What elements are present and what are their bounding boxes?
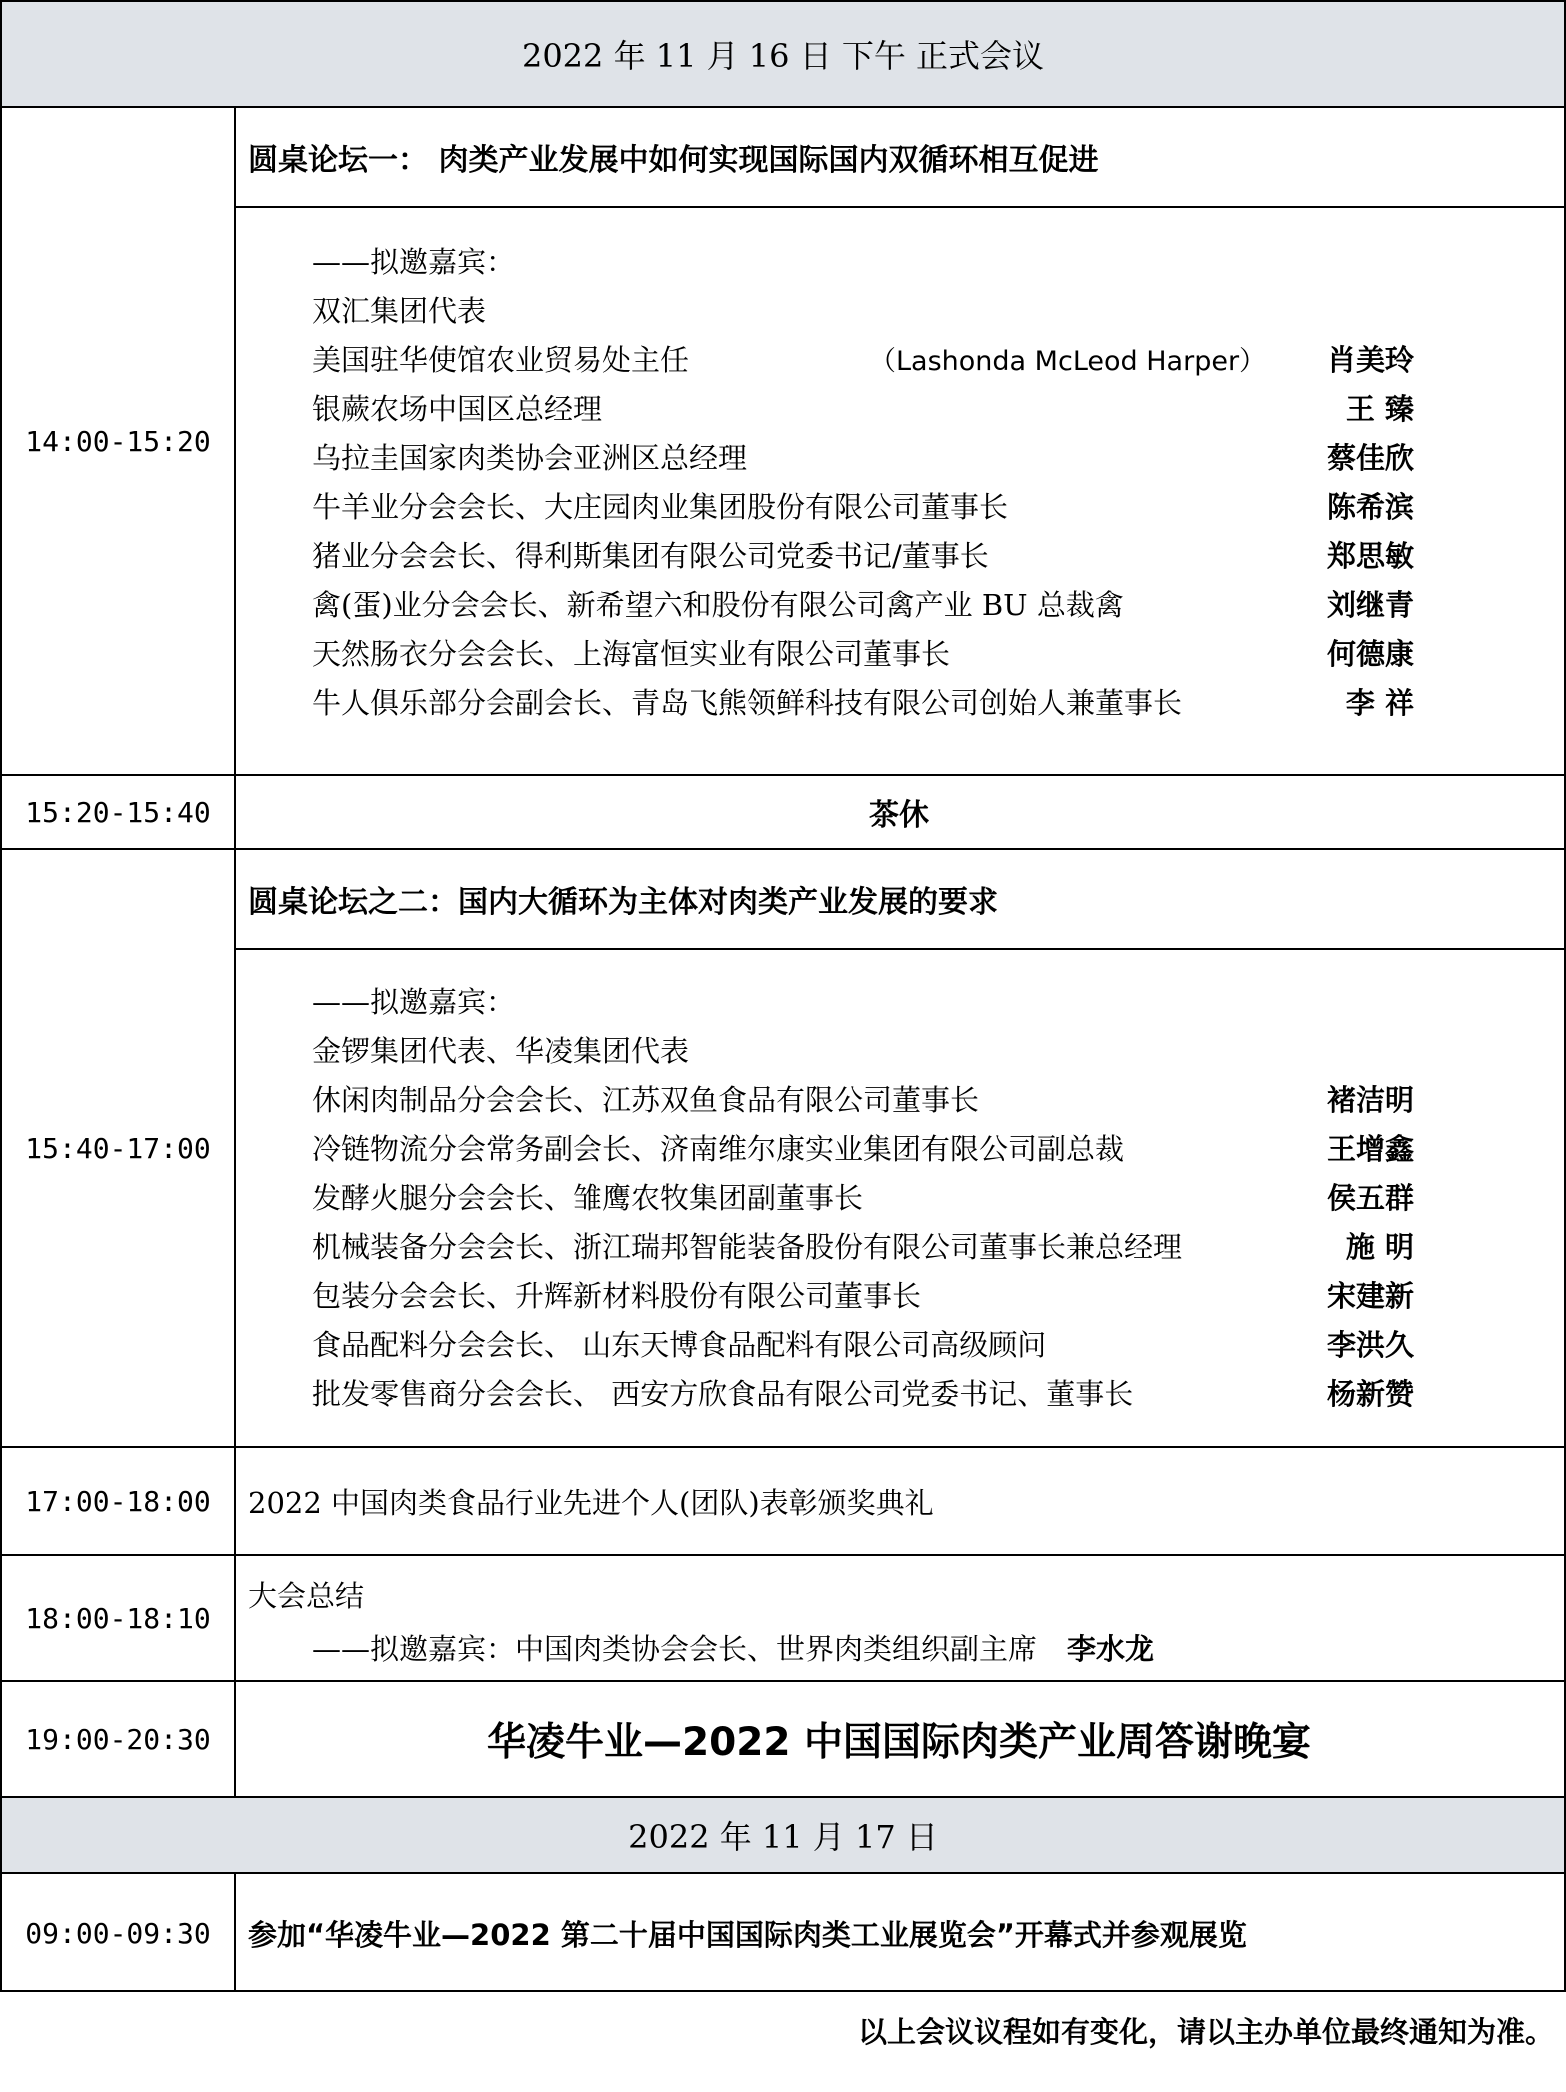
banquet-label: 华凌牛业—2022 中国国际肉类产业周答谢晚宴 [486,1720,1312,1765]
guest-english-name: （Lashonda McLeod Harper） [869,346,1267,377]
guest-line: 美国驻华使馆农业贸易处主任 （Lashonda McLeod Harper） 肖美玲 [312,343,1414,377]
award-row [2,1448,1564,1556]
guest-line: 包装分会会长、升辉新材料股份有限公司董事长 宋建新 [312,1279,1414,1313]
guest-list [312,236,1414,726]
guest-list [312,976,1414,1417]
time-slot: 15:20-15:40 [2,776,236,848]
award-label: 2022 中国肉类食品行业先进个人(团队)表彰颁奖典礼 [248,1485,934,1520]
forum-title: 圆桌论坛之二：国内大循环为主体对肉类产业发展的要求 [234,850,1564,950]
guest-intro: ——拟邀嘉宾： [312,985,516,1019]
summary-row [2,1556,1564,1682]
summary-content [234,1556,1564,1680]
guest-line: 猪业分会会长、得利斯集团有限公司党委书记/董事长 郑思敏 [312,539,1414,573]
forum-2-content [234,850,1564,1446]
guest-intro: ——拟邀嘉宾： [312,245,516,279]
guest-line: 牛人俱乐部分会副会长、青岛飞熊领鲜科技有限公司创始人兼董事长 李 祥 [312,686,1414,720]
tea-break-content [234,776,1564,848]
guest-line: 冷链物流分会常务副会长、济南维尔康实业集团有限公司副总裁 王增鑫 [312,1132,1414,1166]
guest-line: 银蕨农场中国区总经理 王 臻 [312,392,1414,426]
guest-line: 双汇集团代表 [312,294,487,328]
day-header [2,1798,1564,1874]
award-content [234,1448,1564,1554]
opening-label: 参加“华凌牛业—2022 第二十届中国国际肉类工业展览会”开幕式并参观展览 [248,1917,1247,1952]
forum-1-row [2,108,1564,776]
forum-title: 圆桌论坛一： 肉类产业发展中如何实现国际国内双循环相互促进 [234,108,1564,208]
opening-content [234,1874,1564,1992]
footer-note: 以上会议议程如有变化，请以主办单位最终通知为准。 [857,2015,1554,2049]
time-slot: 18:00-18:10 [2,1556,236,1680]
guest-line: 批发零售商分会会长、 西安方欣食品有限公司党委书记、董事长 杨新赞 [312,1377,1414,1411]
guest-line: 机械装备分会会长、浙江瑞邦智能装备股份有限公司董事长兼总经理 施 明 [312,1230,1414,1264]
time-slot: 17:00-18:00 [2,1448,236,1554]
tea-break-row [2,776,1564,850]
time-slot: 15:40-17:00 [2,850,236,1446]
banquet-content [234,1682,1564,1796]
time-slot: 14:00-15:20 [2,108,236,774]
opening-row [2,1874,1564,1992]
forum-1-content [234,108,1564,774]
time-slot: 09:00-09:30 [2,1874,236,1992]
summary-label: 大会总结 [248,1579,365,1613]
summary-guest: ——拟邀嘉宾：中国肉类协会会长、世界肉类组织副主席 李水龙 [312,1632,1155,1666]
guest-line: 乌拉圭国家肉类协会亚洲区总经理 蔡佳欣 [312,441,1414,475]
guest-line: 牛羊业分会会长、大庄园肉业集团股份有限公司董事长 陈希滨 [312,490,1414,524]
time-slot: 19:00-20:30 [2,1682,236,1796]
day-header [2,2,1564,108]
guest-line: 天然肠衣分会会长、上海富恒实业有限公司董事长 何德康 [312,637,1414,671]
guest-line: 休闲肉制品分会会长、江苏双鱼食品有限公司董事长 褚洁明 [312,1083,1414,1117]
guest-line: 食品配料分会会长、 山东天博食品配料有限公司高级顾问 李洪久 [312,1328,1414,1362]
forum-2-row [2,850,1564,1448]
day-header-text: 2022 年 11 月 16 日 下午 正式会议 [521,37,1045,75]
day-header-text: 2022 年 11 月 17 日 [628,1818,938,1856]
guest-line: 发酵火腿分会会长、雏鹰农牧集团副董事长 侯五群 [312,1181,1414,1215]
guest-line: 禽(蛋)业分会会长、新希望六和股份有限公司禽产业 BU 总裁禽 刘继青 [312,588,1414,622]
banquet-row [2,1682,1564,1798]
guest-line: 金锣集团代表、华凌集团代表 [312,1034,690,1068]
tea-break-label: 茶休 [869,798,929,833]
